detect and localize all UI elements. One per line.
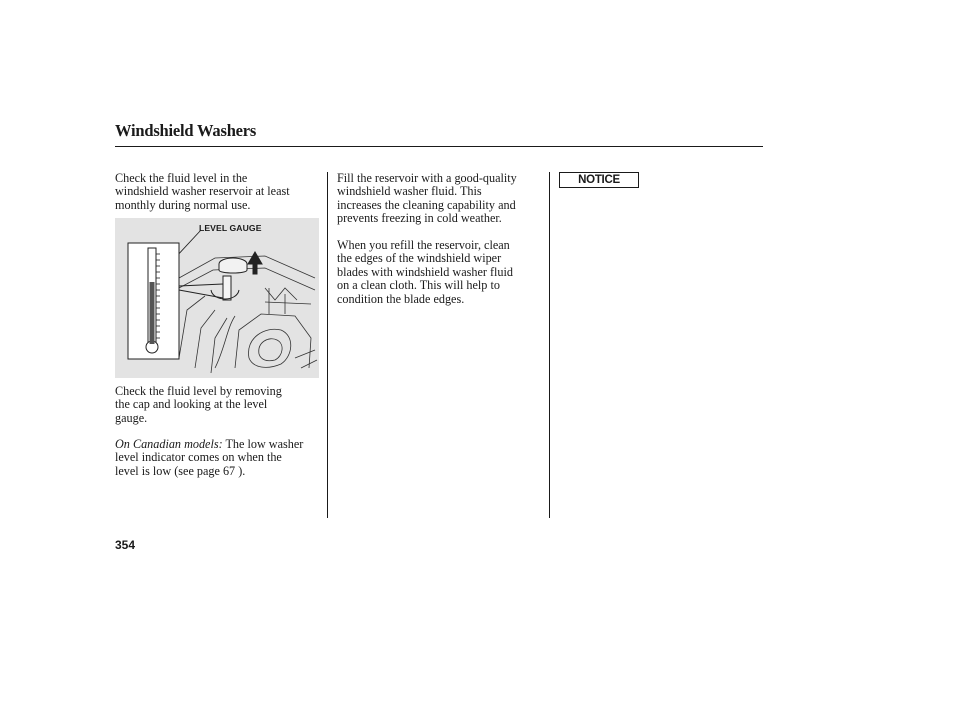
canadian-models-body: The low washer level indicator comes on when the level is low (see page 67 ). <box>115 437 304 478</box>
page-title: Windshield Washers <box>115 121 257 140</box>
column-divider-left <box>327 172 328 518</box>
notice-label: NOTICE <box>578 174 620 186</box>
level-gauge-illustration <box>115 218 319 378</box>
column-divider-right <box>549 172 550 518</box>
engine-bay-drawing <box>115 218 319 378</box>
level-gauge-label: LEVEL GAUGE <box>199 223 262 233</box>
column1-intro-paragraph: Check the fluid level in the windshield washer reservoir at least monthly during normal use. <box>115 171 290 212</box>
canadian-models-lead: On Canadian models: <box>115 437 223 451</box>
column2-fill-paragraph: Fill the reservoir with a good-quality windshield washer fluid. This increases the cleaning capability and prevents freezing in cold weather. <box>337 171 517 226</box>
page-number: 354 <box>115 538 136 552</box>
column1-check-paragraph: Check the fluid level by removing the cap and looking at the level gauge. <box>115 384 282 425</box>
notice-box <box>559 172 639 188</box>
title-divider <box>115 146 763 147</box>
column1-canadian-paragraph <box>115 438 303 478</box>
column2-refill-paragraph: When you refill the reservoir, clean the edges of the windshield wiper blades with windshield washer fluid on a clean cloth. This will help to condition the blade edges. <box>337 238 514 306</box>
